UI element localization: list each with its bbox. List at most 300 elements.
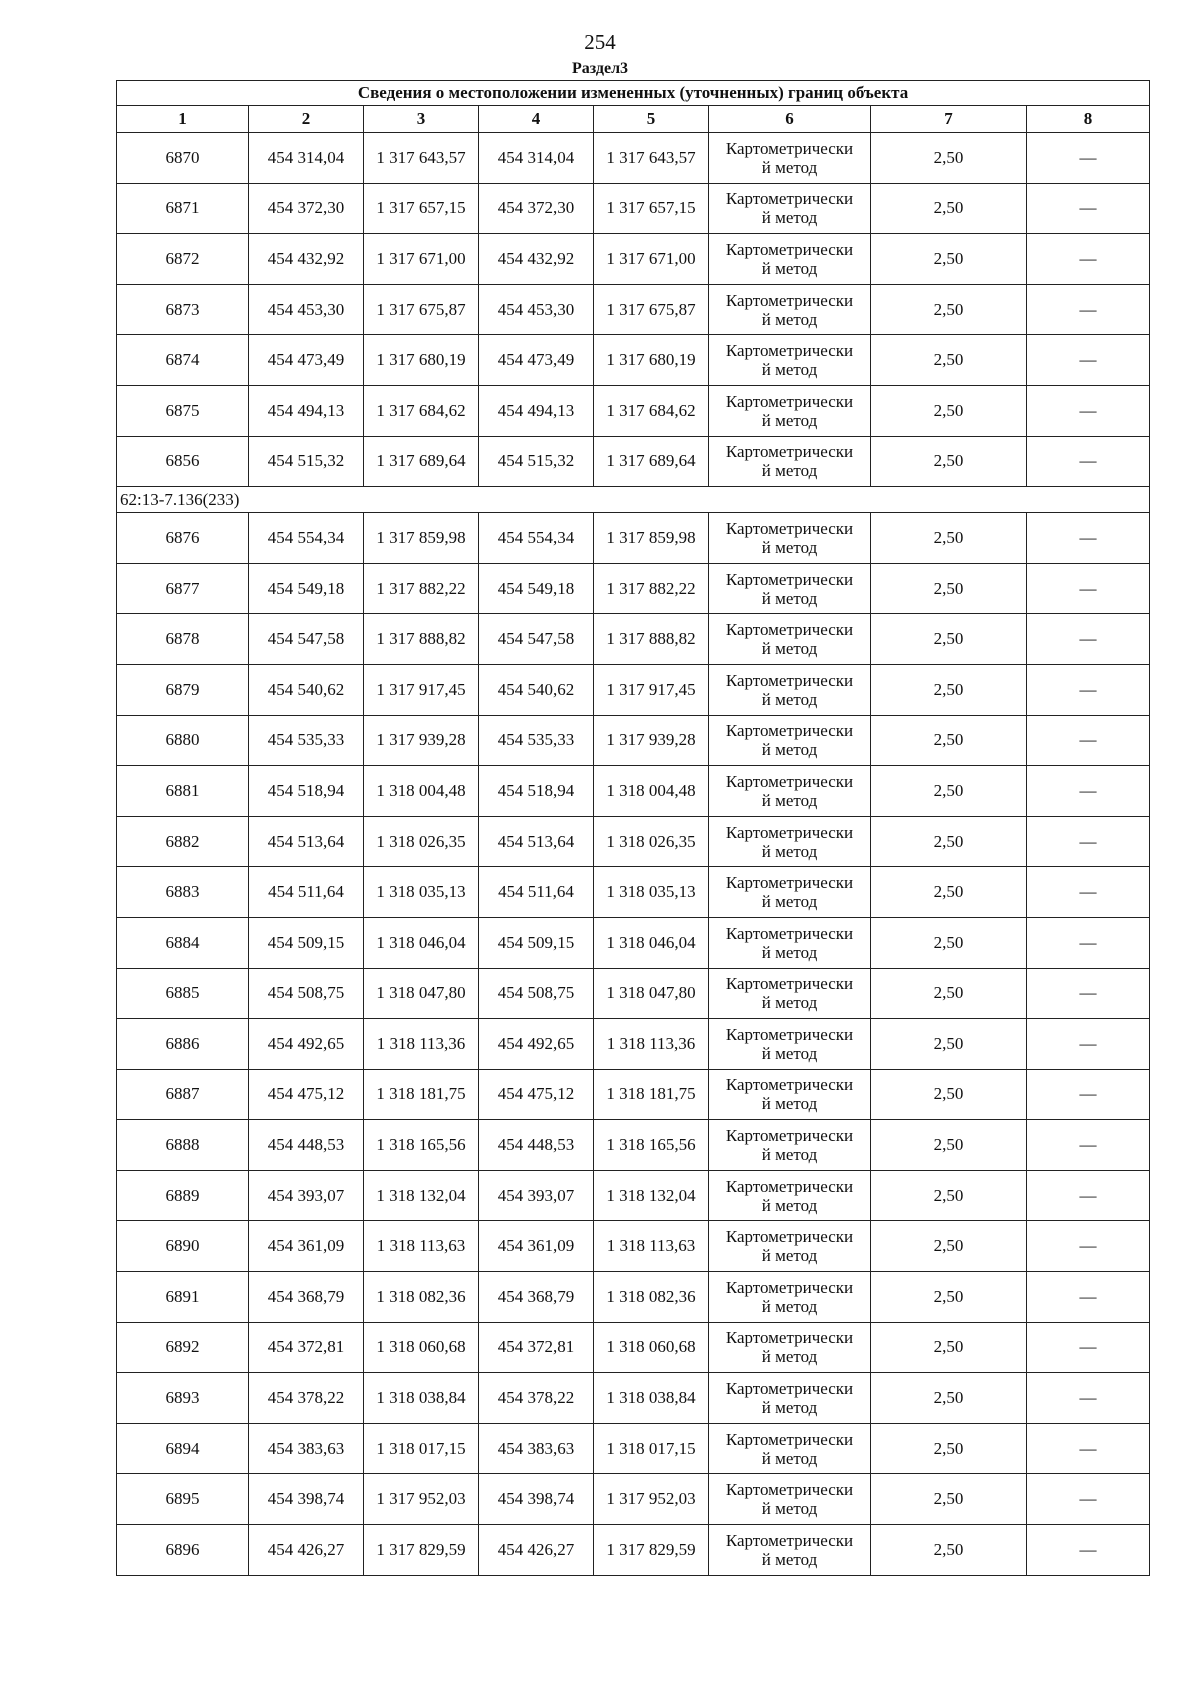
group-row	[117, 487, 1150, 513]
x-new-cell: 454 372,81	[479, 1322, 594, 1373]
x-existing-cell: 454 511,64	[249, 867, 364, 918]
method-line-1: Картометрически	[725, 620, 854, 640]
y-new-cell: 1 318 004,48	[594, 766, 709, 817]
method-line-1: Картометрически	[725, 138, 854, 158]
y-existing-cell: 1 318 046,04	[364, 917, 479, 968]
y-new-cell: 1 317 657,15	[594, 183, 709, 234]
method-line-2: й метод	[761, 309, 818, 329]
table-row	[117, 284, 1150, 335]
x-new-cell: 454 453,30	[479, 284, 594, 335]
accuracy-cell: 2,50	[871, 1221, 1027, 1272]
description-cell: —	[1027, 1423, 1150, 1474]
y-existing-cell: 1 317 684,62	[364, 385, 479, 436]
method-line-1: Картометрически	[725, 341, 854, 361]
method-cell	[709, 1423, 871, 1474]
method-line-1: Картометрически	[725, 1530, 854, 1550]
y-new-cell: 1 318 113,63	[594, 1221, 709, 1272]
description-cell: —	[1027, 563, 1150, 614]
x-existing-cell: 454 549,18	[249, 563, 364, 614]
y-existing-cell: 1 317 952,03	[364, 1474, 479, 1525]
accuracy-cell: 2,50	[871, 563, 1027, 614]
column-header: 5	[594, 106, 709, 133]
description-cell: —	[1027, 1170, 1150, 1221]
description-cell: —	[1027, 816, 1150, 867]
method-line-2: й метод	[761, 993, 818, 1013]
y-new-cell: 1 318 017,15	[594, 1423, 709, 1474]
y-new-cell: 1 318 060,68	[594, 1322, 709, 1373]
method-cell	[709, 436, 871, 487]
method-line-2: й метод	[761, 1296, 818, 1316]
method-cell	[709, 335, 871, 386]
y-existing-cell: 1 317 689,64	[364, 436, 479, 487]
accuracy-cell: 2,50	[871, 715, 1027, 766]
method-cell	[709, 867, 871, 918]
point-number-cell: 6886	[117, 1019, 249, 1070]
method-line-2: й метод	[761, 689, 818, 709]
table-row	[117, 1373, 1150, 1424]
accuracy-cell: 2,50	[871, 664, 1027, 715]
y-new-cell: 1 318 181,75	[594, 1069, 709, 1120]
method-cell	[709, 614, 871, 665]
point-number-cell: 6871	[117, 183, 249, 234]
cadastral-group-label: 62:13-7.136(233)	[117, 487, 1150, 513]
accuracy-cell: 2,50	[871, 436, 1027, 487]
table-row	[117, 917, 1150, 968]
method-line-2: й метод	[761, 1347, 818, 1367]
table-row	[117, 1120, 1150, 1171]
point-number-cell: 6876	[117, 513, 249, 564]
method-line-2: й метод	[761, 1499, 818, 1519]
point-number-cell: 6870	[117, 133, 249, 184]
description-cell: —	[1027, 968, 1150, 1019]
x-existing-cell: 454 473,49	[249, 335, 364, 386]
y-existing-cell: 1 317 671,00	[364, 234, 479, 285]
y-existing-cell: 1 318 017,15	[364, 1423, 479, 1474]
description-cell: —	[1027, 1322, 1150, 1373]
accuracy-cell: 2,50	[871, 1474, 1027, 1525]
method-cell	[709, 1120, 871, 1171]
table-row	[117, 1474, 1150, 1525]
table-caption: Сведения о местоположении измененных (уточненных) границ объекта	[117, 81, 1150, 106]
y-new-cell: 1 317 952,03	[594, 1474, 709, 1525]
y-new-cell: 1 317 859,98	[594, 513, 709, 564]
accuracy-cell: 2,50	[871, 968, 1027, 1019]
method-line-1: Картометрически	[725, 442, 854, 462]
accuracy-cell: 2,50	[871, 1322, 1027, 1373]
x-existing-cell: 454 393,07	[249, 1170, 364, 1221]
description-cell: —	[1027, 664, 1150, 715]
table-row	[117, 816, 1150, 867]
accuracy-cell: 2,50	[871, 917, 1027, 968]
method-line-2: й метод	[761, 1195, 818, 1215]
x-existing-cell: 454 432,92	[249, 234, 364, 285]
accuracy-cell: 2,50	[871, 133, 1027, 184]
table-row	[117, 867, 1150, 918]
y-new-cell: 1 318 038,84	[594, 1373, 709, 1424]
y-existing-cell: 1 317 859,98	[364, 513, 479, 564]
y-new-cell: 1 318 132,04	[594, 1170, 709, 1221]
point-number-cell: 6882	[117, 816, 249, 867]
method-line-1: Картометрически	[725, 670, 854, 690]
y-existing-cell: 1 318 132,04	[364, 1170, 479, 1221]
accuracy-cell: 2,50	[871, 1423, 1027, 1474]
method-cell	[709, 1474, 871, 1525]
column-header: 2	[249, 106, 364, 133]
x-existing-cell: 454 554,34	[249, 513, 364, 564]
x-existing-cell: 454 535,33	[249, 715, 364, 766]
method-line-2: й метод	[761, 537, 818, 557]
method-line-1: Картометрически	[725, 1126, 854, 1146]
y-new-cell: 1 317 939,28	[594, 715, 709, 766]
method-line-1: Картометрически	[725, 1480, 854, 1500]
description-cell: —	[1027, 385, 1150, 436]
method-line-1: Картометрически	[725, 518, 854, 538]
x-existing-cell: 454 492,65	[249, 1019, 364, 1070]
method-line-1: Картометрически	[725, 1176, 854, 1196]
description-cell: —	[1027, 1019, 1150, 1070]
y-new-cell: 1 317 675,87	[594, 284, 709, 335]
method-line-2: й метод	[761, 790, 818, 810]
method-line-1: Картометрически	[725, 721, 854, 741]
point-number-cell: 6872	[117, 234, 249, 285]
method-line-1: Картометрически	[725, 290, 854, 310]
y-new-cell: 1 317 689,64	[594, 436, 709, 487]
x-new-cell: 454 554,34	[479, 513, 594, 564]
description-cell: —	[1027, 766, 1150, 817]
point-number-cell: 6881	[117, 766, 249, 817]
x-existing-cell: 454 426,27	[249, 1525, 364, 1576]
x-existing-cell: 454 509,15	[249, 917, 364, 968]
table-row	[117, 1272, 1150, 1323]
method-line-1: Картометрически	[725, 189, 854, 209]
x-new-cell: 454 473,49	[479, 335, 594, 386]
table-row	[117, 436, 1150, 487]
description-cell: —	[1027, 335, 1150, 386]
point-number-cell: 6880	[117, 715, 249, 766]
point-number-cell: 6885	[117, 968, 249, 1019]
x-existing-cell: 454 368,79	[249, 1272, 364, 1323]
method-cell	[709, 284, 871, 335]
point-number-cell: 6889	[117, 1170, 249, 1221]
y-existing-cell: 1 317 882,22	[364, 563, 479, 614]
table-row	[117, 234, 1150, 285]
point-number-cell: 6877	[117, 563, 249, 614]
x-new-cell: 454 393,07	[479, 1170, 594, 1221]
x-existing-cell: 454 378,22	[249, 1373, 364, 1424]
table-row	[117, 563, 1150, 614]
y-new-cell: 1 318 113,36	[594, 1019, 709, 1070]
accuracy-cell: 2,50	[871, 766, 1027, 817]
method-line-1: Картометрически	[725, 1227, 854, 1247]
point-number-cell: 6887	[117, 1069, 249, 1120]
accuracy-cell: 2,50	[871, 335, 1027, 386]
y-existing-cell: 1 317 888,82	[364, 614, 479, 665]
method-cell	[709, 1069, 871, 1120]
accuracy-cell: 2,50	[871, 385, 1027, 436]
method-line-1: Картометрически	[725, 1277, 854, 1297]
accuracy-cell: 2,50	[871, 1272, 1027, 1323]
y-new-cell: 1 317 829,59	[594, 1525, 709, 1576]
table-row	[117, 335, 1150, 386]
y-new-cell: 1 318 035,13	[594, 867, 709, 918]
x-existing-cell: 454 494,13	[249, 385, 364, 436]
x-existing-cell: 454 508,75	[249, 968, 364, 1019]
section-title: Раздел3	[571, 60, 629, 77]
method-line-1: Картометрически	[725, 1328, 854, 1348]
y-existing-cell: 1 318 038,84	[364, 1373, 479, 1424]
y-new-cell: 1 318 047,80	[594, 968, 709, 1019]
point-number-cell: 6894	[117, 1423, 249, 1474]
method-cell	[709, 917, 871, 968]
column-header: 6	[709, 106, 871, 133]
method-cell	[709, 968, 871, 1019]
x-new-cell: 454 494,13	[479, 385, 594, 436]
method-cell	[709, 234, 871, 285]
method-line-1: Картометрически	[725, 822, 854, 842]
point-number-cell: 6891	[117, 1272, 249, 1323]
y-existing-cell: 1 318 113,63	[364, 1221, 479, 1272]
x-existing-cell: 454 314,04	[249, 133, 364, 184]
y-new-cell: 1 318 165,56	[594, 1120, 709, 1171]
table-row	[117, 1069, 1150, 1120]
method-cell	[709, 1221, 871, 1272]
x-new-cell: 454 372,30	[479, 183, 594, 234]
x-new-cell: 454 513,64	[479, 816, 594, 867]
method-line-1: Картометрически	[725, 391, 854, 411]
column-header: 1	[117, 106, 249, 133]
table-row	[117, 664, 1150, 715]
x-existing-cell: 454 513,64	[249, 816, 364, 867]
y-existing-cell: 1 318 047,80	[364, 968, 479, 1019]
y-new-cell: 1 317 888,82	[594, 614, 709, 665]
y-new-cell: 1 317 671,00	[594, 234, 709, 285]
x-new-cell: 454 426,27	[479, 1525, 594, 1576]
point-number-cell: 6874	[117, 335, 249, 386]
method-line-2: й метод	[761, 258, 818, 278]
description-cell: —	[1027, 1120, 1150, 1171]
method-line-2: й метод	[761, 410, 818, 430]
method-line-2: й метод	[761, 360, 818, 380]
accuracy-cell: 2,50	[871, 1373, 1027, 1424]
method-cell	[709, 183, 871, 234]
method-line-2: й метод	[761, 1094, 818, 1114]
x-new-cell: 454 448,53	[479, 1120, 594, 1171]
accuracy-cell: 2,50	[871, 1069, 1027, 1120]
method-line-2: й метод	[761, 892, 818, 912]
accuracy-cell: 2,50	[871, 513, 1027, 564]
method-line-1: Картометрически	[725, 771, 854, 791]
table-row	[117, 1170, 1150, 1221]
x-existing-cell: 454 518,94	[249, 766, 364, 817]
accuracy-cell: 2,50	[871, 1120, 1027, 1171]
y-existing-cell: 1 317 643,57	[364, 133, 479, 184]
x-existing-cell: 454 547,58	[249, 614, 364, 665]
table-header-row	[117, 106, 1150, 133]
y-existing-cell: 1 317 657,15	[364, 183, 479, 234]
method-line-2: й метод	[761, 208, 818, 228]
y-existing-cell: 1 318 165,56	[364, 1120, 479, 1171]
x-existing-cell: 454 372,30	[249, 183, 364, 234]
x-existing-cell: 454 540,62	[249, 664, 364, 715]
method-line-2: й метод	[761, 461, 818, 481]
method-line-1: Картометрически	[725, 569, 854, 589]
y-existing-cell: 1 318 060,68	[364, 1322, 479, 1373]
y-existing-cell: 1 318 181,75	[364, 1069, 479, 1120]
point-number-cell: 6873	[117, 284, 249, 335]
x-new-cell: 454 535,33	[479, 715, 594, 766]
y-existing-cell: 1 318 113,36	[364, 1019, 479, 1070]
y-new-cell: 1 318 046,04	[594, 917, 709, 968]
method-cell	[709, 385, 871, 436]
x-new-cell: 454 492,65	[479, 1019, 594, 1070]
description-cell: —	[1027, 1221, 1150, 1272]
column-header: 8	[1027, 106, 1150, 133]
y-new-cell: 1 317 680,19	[594, 335, 709, 386]
point-number-cell: 6890	[117, 1221, 249, 1272]
method-cell	[709, 664, 871, 715]
method-line-1: Картометрически	[725, 873, 854, 893]
table-row	[117, 1019, 1150, 1070]
column-header: 4	[479, 106, 594, 133]
x-new-cell: 454 549,18	[479, 563, 594, 614]
point-number-cell: 6893	[117, 1373, 249, 1424]
point-number-cell: 6884	[117, 917, 249, 968]
method-cell	[709, 563, 871, 614]
description-cell: —	[1027, 614, 1150, 665]
x-existing-cell: 454 361,09	[249, 1221, 364, 1272]
x-new-cell: 454 368,79	[479, 1272, 594, 1323]
x-new-cell: 454 475,12	[479, 1069, 594, 1120]
description-cell: —	[1027, 1474, 1150, 1525]
accuracy-cell: 2,50	[871, 816, 1027, 867]
method-cell	[709, 1272, 871, 1323]
accuracy-cell: 2,50	[871, 1525, 1027, 1576]
accuracy-cell: 2,50	[871, 183, 1027, 234]
method-cell	[709, 766, 871, 817]
description-cell: —	[1027, 284, 1150, 335]
y-existing-cell: 1 318 004,48	[364, 766, 479, 817]
accuracy-cell: 2,50	[871, 1019, 1027, 1070]
y-existing-cell: 1 317 680,19	[364, 335, 479, 386]
method-line-1: Картометрически	[725, 239, 854, 259]
method-line-1: Картометрически	[725, 1075, 854, 1095]
y-new-cell: 1 317 917,45	[594, 664, 709, 715]
description-cell: —	[1027, 234, 1150, 285]
y-existing-cell: 1 317 829,59	[364, 1525, 479, 1576]
x-new-cell: 454 314,04	[479, 133, 594, 184]
boundary-coordinates-table	[116, 80, 1150, 1576]
point-number-cell: 6875	[117, 385, 249, 436]
y-existing-cell: 1 317 939,28	[364, 715, 479, 766]
table-row	[117, 133, 1150, 184]
x-new-cell: 454 378,22	[479, 1373, 594, 1424]
method-line-2: й метод	[761, 1549, 818, 1569]
table-row	[117, 715, 1150, 766]
description-cell: —	[1027, 1272, 1150, 1323]
x-existing-cell: 454 398,74	[249, 1474, 364, 1525]
accuracy-cell: 2,50	[871, 234, 1027, 285]
y-existing-cell: 1 318 035,13	[364, 867, 479, 918]
description-cell: —	[1027, 513, 1150, 564]
y-new-cell: 1 318 082,36	[594, 1272, 709, 1323]
description-cell: —	[1027, 1525, 1150, 1576]
method-cell	[709, 1019, 871, 1070]
y-new-cell: 1 317 684,62	[594, 385, 709, 436]
y-new-cell: 1 317 882,22	[594, 563, 709, 614]
accuracy-cell: 2,50	[871, 614, 1027, 665]
table-row	[117, 1423, 1150, 1474]
accuracy-cell: 2,50	[871, 867, 1027, 918]
method-cell	[709, 133, 871, 184]
point-number-cell: 6896	[117, 1525, 249, 1576]
table-row	[117, 968, 1150, 1019]
description-cell: —	[1027, 183, 1150, 234]
table-row	[117, 183, 1150, 234]
x-new-cell: 454 383,63	[479, 1423, 594, 1474]
method-line-2: й метод	[761, 841, 818, 861]
method-cell	[709, 1373, 871, 1424]
x-new-cell: 454 432,92	[479, 234, 594, 285]
x-existing-cell: 454 453,30	[249, 284, 364, 335]
point-number-cell: 6895	[117, 1474, 249, 1525]
table-row	[117, 1525, 1150, 1576]
method-cell	[709, 1170, 871, 1221]
description-cell: —	[1027, 1069, 1150, 1120]
x-existing-cell: 454 383,63	[249, 1423, 364, 1474]
point-number-cell: 6856	[117, 436, 249, 487]
y-existing-cell: 1 317 917,45	[364, 664, 479, 715]
x-new-cell: 454 518,94	[479, 766, 594, 817]
description-cell: —	[1027, 917, 1150, 968]
table-row	[117, 385, 1150, 436]
method-line-1: Картометрически	[725, 1024, 854, 1044]
y-existing-cell: 1 318 082,36	[364, 1272, 479, 1323]
method-line-2: й метод	[761, 942, 818, 962]
description-cell: —	[1027, 133, 1150, 184]
accuracy-cell: 2,50	[871, 1170, 1027, 1221]
method-line-2: й метод	[761, 740, 818, 760]
method-line-2: й метод	[761, 157, 818, 177]
description-cell: —	[1027, 436, 1150, 487]
table-row	[117, 1322, 1150, 1373]
column-header: 7	[871, 106, 1027, 133]
x-new-cell: 454 398,74	[479, 1474, 594, 1525]
method-cell	[709, 816, 871, 867]
method-cell	[709, 1322, 871, 1373]
method-line-2: й метод	[761, 1043, 818, 1063]
table-row	[117, 513, 1150, 564]
description-cell: —	[1027, 867, 1150, 918]
point-number-cell: 6892	[117, 1322, 249, 1373]
x-new-cell: 454 511,64	[479, 867, 594, 918]
x-existing-cell: 454 515,32	[249, 436, 364, 487]
point-number-cell: 6879	[117, 664, 249, 715]
y-new-cell: 1 317 643,57	[594, 133, 709, 184]
x-existing-cell: 454 475,12	[249, 1069, 364, 1120]
x-new-cell: 454 547,58	[479, 614, 594, 665]
x-new-cell: 454 515,32	[479, 436, 594, 487]
point-number-cell: 6878	[117, 614, 249, 665]
x-new-cell: 454 508,75	[479, 968, 594, 1019]
y-existing-cell: 1 318 026,35	[364, 816, 479, 867]
table-row	[117, 766, 1150, 817]
table-row	[117, 614, 1150, 665]
y-new-cell: 1 318 026,35	[594, 816, 709, 867]
description-cell: —	[1027, 1373, 1150, 1424]
x-new-cell: 454 540,62	[479, 664, 594, 715]
method-line-1: Картометрически	[725, 923, 854, 943]
point-number-cell: 6888	[117, 1120, 249, 1171]
